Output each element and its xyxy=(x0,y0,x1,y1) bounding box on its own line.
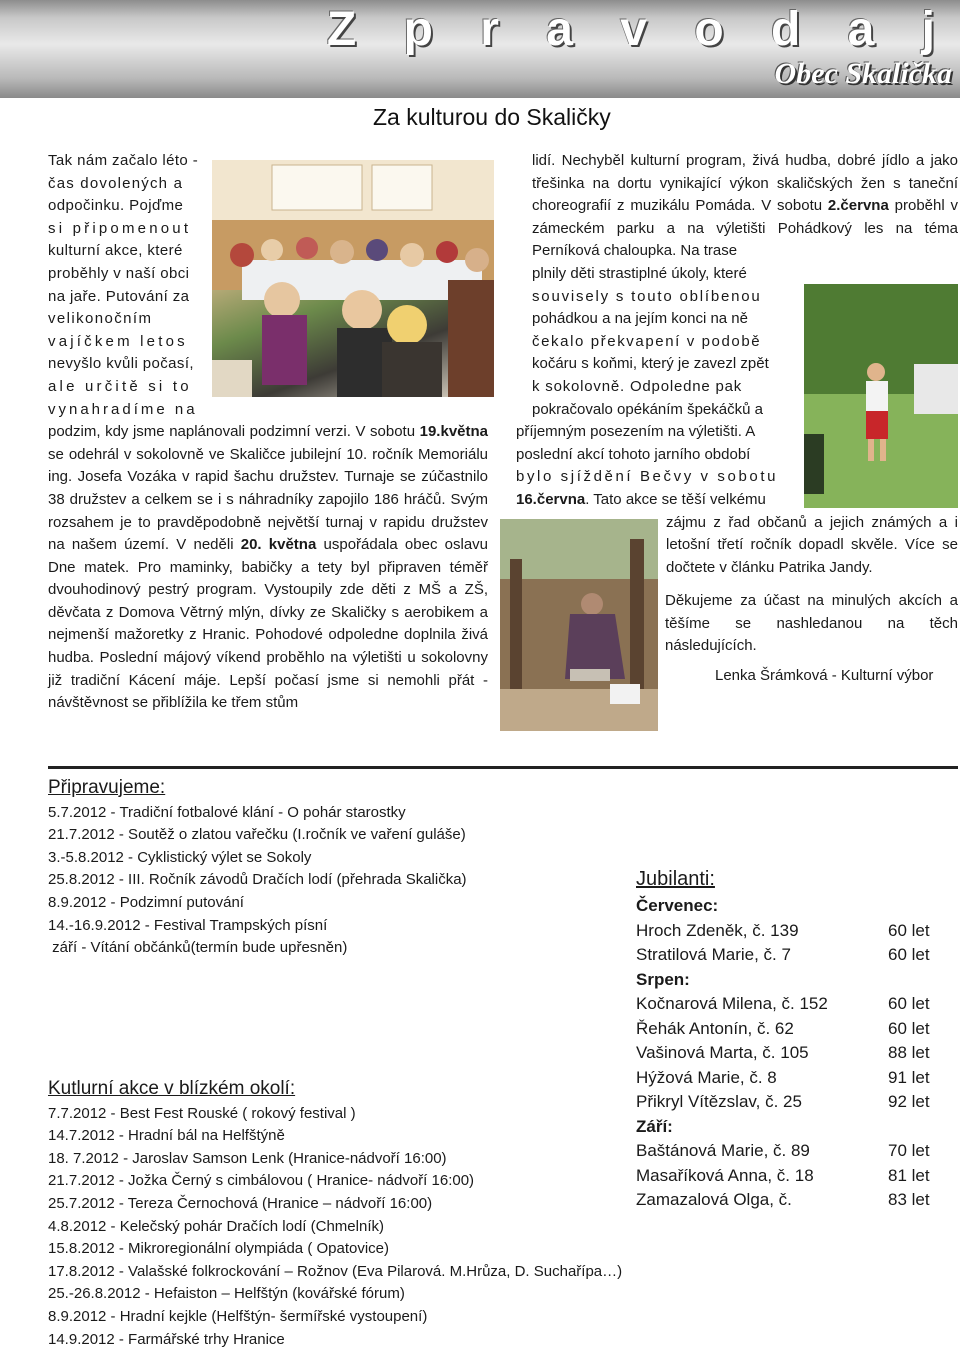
event-item: 21.7.2012 - Jožka Černý s cimbálovou ( Hranice- nádvoří 16:00) xyxy=(48,1172,475,1190)
jubilee-age: 91 let xyxy=(888,1067,930,1087)
article-paragraph xyxy=(516,150,958,263)
section-divider xyxy=(48,766,958,769)
event-item: 14.7.2012 - Hradní bál na Helfštýně xyxy=(48,1127,285,1145)
upcoming-heading: Připravujeme: xyxy=(48,777,166,798)
article-paragraph xyxy=(48,421,488,715)
date-bold: 20. května xyxy=(240,536,317,554)
event-item: 14.-16.9.2012 - Festival Trampských písní xyxy=(48,916,328,934)
text-run: lidí. Nechyběl kulturní program, živá hudba, dobré jídlo a jako třešinka na dortu vynikající výkon skaličských žen s taneční choreografií z muzikálu Pomáda. V sobotu xyxy=(532,152,958,215)
event-item: 15.8.2012 - Mikroregionální olympiáda ( Opatovice) xyxy=(48,1240,390,1258)
jubilee-row xyxy=(636,1017,936,1042)
text-line: bylo sjíždění Bečvy v sobotu xyxy=(516,468,779,486)
jubilee-row xyxy=(636,1066,936,1091)
jubilee-age: 60 let xyxy=(888,920,930,940)
text-run: podzim, kdy jsme naplánovali podzimní verzi. V sobotu xyxy=(48,423,416,441)
newsletter-subtitle: Obec Skalička xyxy=(774,57,952,90)
section-title: Za kulturou do Skaličky xyxy=(373,104,611,130)
text-run: proběhl v zámeckém parku a na výletišti Pohádkový les na téma Perníková chaloupka. Na trase xyxy=(532,197,958,260)
jubilee-name: Kočnarová Milena, č. 152 xyxy=(636,994,828,1013)
text-line: pokračovalo opékáním špekáčků a xyxy=(532,400,763,418)
jubilee-row xyxy=(636,1188,936,1213)
date-bold: 2.června xyxy=(827,197,889,215)
newsletter-title: Z p r a v o d a j xyxy=(326,3,952,56)
event-item: září - Vítání občánků(termín bude upřesněn) xyxy=(48,939,348,957)
text-line: velikonočním xyxy=(48,310,153,328)
nearby-culture-events xyxy=(48,1078,622,1351)
jubilee-age: 60 let xyxy=(888,1018,930,1038)
author-signature: Lenka Šrámková - Kulturní výbor xyxy=(715,667,934,684)
text-run: . Tato akce se těší velkému xyxy=(585,490,766,508)
text-run: se odehrál v sokolovně ve Skaličce jubilejní 10. ročník Memoriálu ing. Josefa Vozáka v rapid šachu družstev. Turnaje se zúčastnilo 38 družstev a celkem se i s náhradníky zapojilo 186 hráčů. Svým rozsahem je to pravděpodobně největší turnaj v rapidu družstev na našem území. V neděli xyxy=(48,445,488,554)
article-left-column xyxy=(48,150,488,715)
event-item: 5.7.2012 - Tradiční fotbalové klání - O pohár starostky xyxy=(48,803,406,821)
event-item: 25.-26.8.2012 - Hefaiston – Helfštýn (kovářské fórum) xyxy=(48,1285,405,1303)
text-line: čas dovolených a xyxy=(48,174,184,192)
text-line: pohádkou a na jejím konci na ně xyxy=(532,310,748,328)
culture-heading: Kutlurní akce v blízkém okolí: xyxy=(48,1078,296,1099)
text-line: poslední akcí tohoto jarního období xyxy=(516,445,751,463)
article-narrow-block xyxy=(516,421,804,511)
photo-gingerbread-witch xyxy=(500,519,658,731)
thanks-paragraph: Děkujeme za účast na minulých akcích a těšíme se nashledanou na těch následujících. xyxy=(665,592,958,655)
text-line: odpočinku. Pojďme xyxy=(48,197,184,215)
text-line: k sokolovně. Odpoledne pak xyxy=(532,377,743,395)
month-label: Září: xyxy=(636,1116,673,1136)
text-line: nevyšlo kvůli počasí, xyxy=(48,355,194,373)
text-line: kulturní akce, které xyxy=(48,242,183,260)
text-line: příjemným posezením na výletišti. A xyxy=(516,423,756,441)
jubilee-age: 81 let xyxy=(888,1165,930,1185)
event-item: 7.7.2012 - Best Fest Rouské ( rokový festival ) xyxy=(48,1104,356,1122)
jubilee-age: 83 let xyxy=(888,1190,930,1209)
text-run: uspořádala obec oslavu Dne matek. Pro maminky, babičky a tety byl připraven téměř dvouhodinový pestrý program. Vystoupily zde děti z MŠ a ZŠ, děvčata z Domova Větrný mlýn, dívky ze Skaličky s aerobikem a nejmenší mažoretky z Hranic. Pohodové odpoledne doplnila živá hudba. Poslední májový víkend proběhlo na výletišti u sokolovny již tradiční Kácení máje. Lepší počasí jsme si nemohli přát - návštěvnost se přiblížila ke třem stům xyxy=(48,536,488,712)
jubilee-name: Řehák Antonín, č. 62 xyxy=(636,1018,794,1038)
jubilee-name: Hýžová Marie, č. 8 xyxy=(636,1067,777,1087)
event-item: 8.9.2012 - Hradní kejkle (Helfštýn- šermířské vystoupení) xyxy=(48,1307,428,1325)
jubilee-name: Stratilová Marie, č. 7 xyxy=(636,945,791,964)
event-item: 25.7.2012 - Tereza Černochová (Hranice – nádvoří 16:00) xyxy=(48,1194,433,1212)
jubilee-row xyxy=(636,919,936,944)
jubilee-row xyxy=(636,992,936,1017)
jubilee-age: 60 let xyxy=(888,945,930,964)
jubilee-row xyxy=(636,1139,936,1164)
event-item: 21.7.2012 - Soutěž o zlatou vařečku (I.ročník ve vaření guláše) xyxy=(48,826,466,844)
jubilee-name: Masaříková Anna, č. 18 xyxy=(636,1165,814,1185)
jubilee-row xyxy=(636,1090,936,1115)
event-item: 3.-5.8.2012 - Cyklistický výlet se Sokoly xyxy=(48,848,312,866)
jubilee-name: Zamazalová Olga, č. xyxy=(636,1190,792,1209)
masthead-banner xyxy=(0,0,960,98)
jubilee-row xyxy=(636,943,936,968)
jubilee-age: 70 let xyxy=(888,1141,930,1160)
jubilee-row xyxy=(636,1164,936,1189)
jubilee-name: Baštánová Marie, č. 89 xyxy=(636,1141,810,1160)
text-line: ale určitě si to xyxy=(48,377,192,395)
article-paragraph: zájmu z řad občanů a jejich známých a i letošní třetí ročník dopadl skvěle. Více se dočtete v článku Patrika Jandy. xyxy=(666,513,958,576)
event-item: 4.8.2012 - Kelečský pohár Dračích lodí (Chmelník) xyxy=(48,1217,384,1235)
jubilee-name: Vašinová Marta, č. 105 xyxy=(636,1043,809,1062)
article-intro xyxy=(48,150,203,421)
upcoming-events xyxy=(48,777,467,960)
month-label: Srpen: xyxy=(636,969,690,989)
text-line: Tak nám začalo léto - xyxy=(48,152,199,169)
jubilee-row xyxy=(636,1041,936,1066)
event-item: 8.9.2012 - Podzimní putování xyxy=(48,893,244,911)
event-item: 18. 7.2012 - Jaroslav Samson Lenk (Hranice-nádvoří 16:00) xyxy=(48,1149,447,1167)
text-line: souvisely s touto oblíbenou xyxy=(532,287,762,305)
month-label: Červenec: xyxy=(636,896,719,915)
article-narrow-block xyxy=(532,263,807,421)
text-line: si připomenout xyxy=(48,219,192,237)
event-item: 25.8.2012 - III. Ročník závodů Dračích lodí (přehrada Skalička) xyxy=(48,871,467,889)
text-line: proběhly v naší obci xyxy=(48,264,190,282)
jubilee-age: 88 let xyxy=(888,1043,930,1062)
event-item: 14.9.2012 - Farmářské trhy Hranice xyxy=(48,1330,285,1348)
jubilee-age: 92 let xyxy=(888,1092,930,1111)
photo-fairy-tale-forest xyxy=(804,284,958,508)
date-bold: 19.května xyxy=(419,423,489,441)
text-line: čekalo překvapení v podobě xyxy=(532,332,762,350)
date-bold: 16.června xyxy=(516,490,586,508)
jubilees xyxy=(636,866,936,1213)
text-line: kočáru s koňmi, který je zavezl zpět xyxy=(532,355,769,373)
text-line: vajíčkem letos xyxy=(48,332,188,350)
text-line: na jaře. Putování za xyxy=(48,287,190,305)
text-line xyxy=(516,489,804,512)
jubilees-heading: Jubilanti: xyxy=(636,868,715,890)
jubilee-name: Přikryl Vítězslav, č. 25 xyxy=(636,1092,802,1111)
jubilee-age: 60 let xyxy=(888,994,930,1013)
text-line: vynahradíme na xyxy=(48,400,198,418)
masthead xyxy=(327,4,952,90)
jubilee-name: Hroch Zdeněk, č. 139 xyxy=(636,920,799,940)
event-item: 17.8.2012 - Valašské folkrockování – Rožnov (Eva Pilarová. M.Hrůza, D. Suchařípa…) xyxy=(48,1262,623,1280)
text-line: plnily děti strastiplné úkoly, které xyxy=(532,264,747,282)
